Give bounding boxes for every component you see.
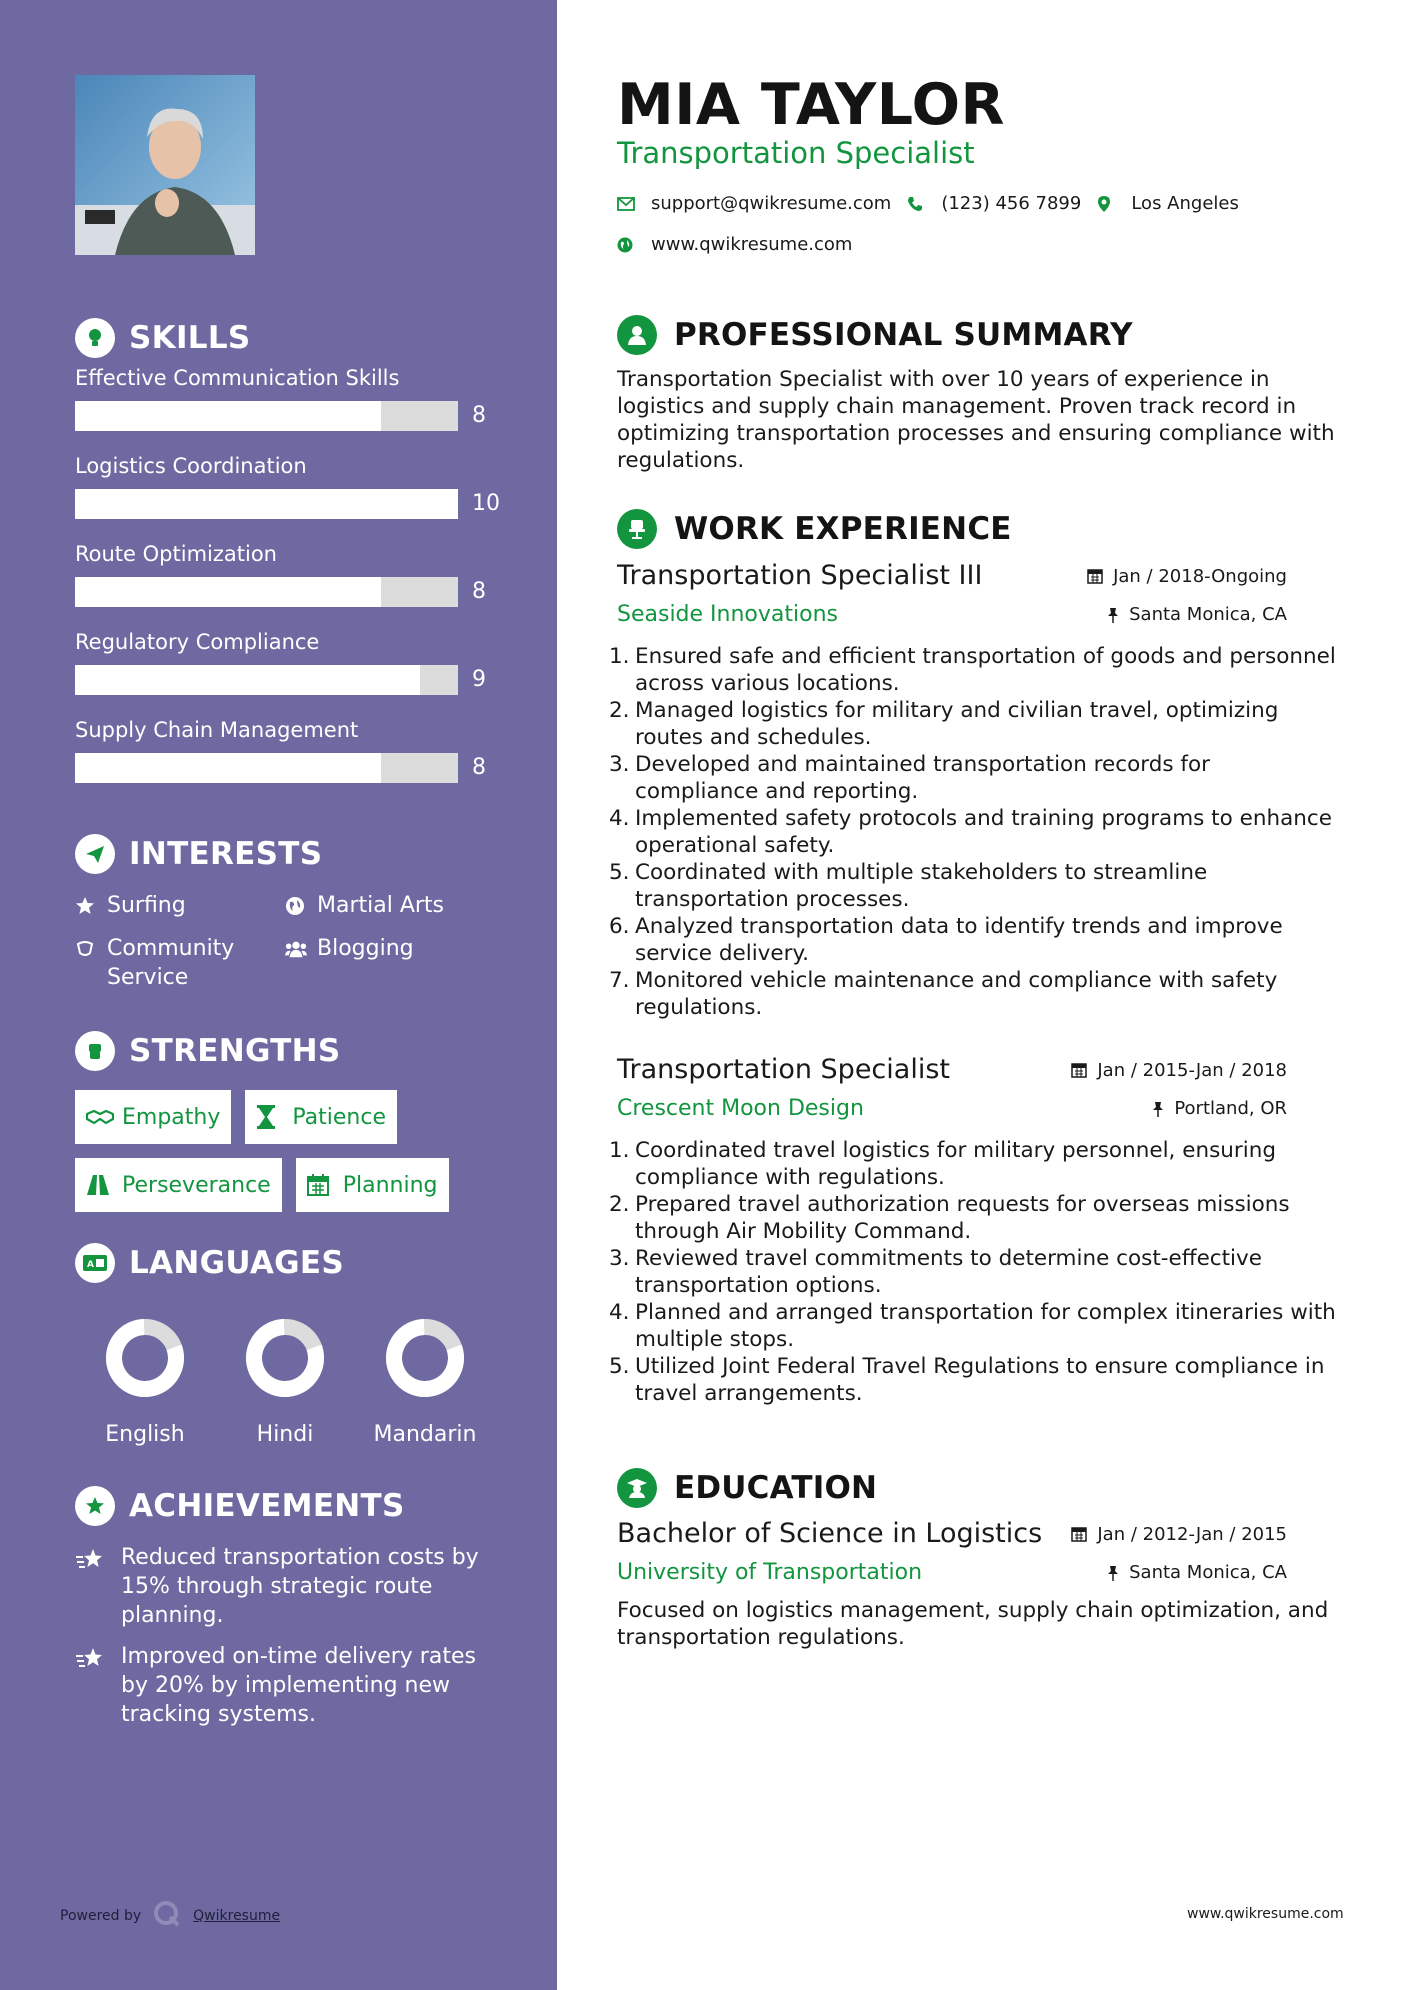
duty-number: 2. [609,1192,630,1217]
job-duties [609,643,1337,1021]
experience-title: WORK EXPERIENCE [674,511,1012,547]
summary-text: Transportation Specialist with over 10 years of experience in logistics and supply chain management. Proven track record in optimizing transportation processes and ensuring compliance with regulations. [617,367,1335,473]
strength-label: Empathy [122,1104,221,1130]
achievement-text: Reduced transportation costs by 15% through strategic route planning. [121,1545,479,1628]
education-location-text: Santa Monica, CA [1129,1562,1287,1583]
languages-list [75,1316,505,1447]
star-icon [75,891,97,920]
duty-text: Developed and maintained transportation records for compliance and reporting. [635,752,1210,804]
skill-value: 9 [472,667,486,692]
duty-item [609,805,1337,859]
education-date-text: Jan / 2012-Jan / 2015 [1097,1523,1287,1545]
language-name: Hindi [256,1422,314,1447]
job-company: Crescent Moon Design [617,1096,864,1121]
skill-bar [75,577,458,607]
calendar-icon [1071,1526,1087,1542]
duty-text: Coordinated with multiple stakeholders to streamline transportation processes. [635,860,1208,912]
phone-text[interactable]: (123) 456 7899 [941,193,1082,214]
strength-label: Planning [342,1172,438,1198]
skills-heading [75,315,505,361]
summary-title: PROFESSIONAL SUMMARY [674,317,1133,353]
envelope-icon [617,197,637,211]
job-company: Seaside Innovations [617,602,838,627]
language-item [355,1316,495,1447]
job-location-text: Santa Monica, CA [1129,604,1287,625]
skill-item [75,539,505,627]
education-title: EDUCATION [674,1470,878,1506]
job-location [1152,1096,1337,1121]
interests-section [75,831,505,992]
summary-section [617,314,1337,474]
education-text: Focused on logistics management, supply chain optimization, and transportation regulations. [617,1598,1329,1650]
summary-heading [617,314,1337,356]
shield-icon [75,934,97,963]
contact-phone [907,193,1081,214]
language-level-ring [243,1316,327,1400]
duty-item [609,751,1337,805]
pushpin-icon [1107,607,1119,623]
job-date [1071,1060,1337,1081]
duty-number: 6. [609,914,630,939]
duty-number: 5. [609,860,630,885]
education-entry [617,1518,1337,1651]
user-icon [617,315,657,355]
language-name: Mandarin [373,1422,477,1447]
duty-text: Planned and arranged transportation for complex itineraries with multiple stops. [635,1300,1336,1352]
globe-icon [285,891,307,920]
job-location [1107,602,1337,627]
interest-item [285,934,505,992]
duty-item [609,1245,1337,1299]
footer-url[interactable]: www.qwikresume.com [1187,1906,1344,1922]
skill-bar [75,489,458,519]
contact-email [617,193,891,214]
location-text: Los Angeles [1131,193,1239,214]
profile-photo [75,75,255,255]
skills-list [75,363,505,803]
strengths-title: STRENGTHS [129,1033,341,1069]
calendar-icon [1071,1062,1087,1078]
interests-list [75,891,505,992]
strength-chip [245,1090,397,1144]
phone-icon [907,196,927,212]
shooting-star-icon [75,1543,109,1577]
duty-number: 2. [609,698,630,723]
duty-text: Utilized Joint Federal Travel Regulations to ensure compliance in travel arrangements. [635,1354,1325,1406]
duty-number: 3. [609,752,630,777]
strengths-heading [75,1028,505,1074]
skill-bar-fill [75,577,381,607]
qwikresume-link[interactable]: Qwikresume [193,1908,281,1924]
calendar-icon [1087,568,1103,584]
skill-name: Effective Communication Skills [75,366,400,390]
skill-value: 10 [472,491,500,516]
svg-text:A: A [87,1260,94,1270]
handshake-icon [86,1108,114,1126]
road-icon [86,1175,114,1195]
achievements-title: ACHIEVEMENTS [129,1488,405,1524]
duty-item [609,1299,1337,1353]
duty-text: Ensured safe and efficient transportation of goods and personnel across various locations. [635,644,1336,696]
interest-item [75,934,285,992]
duty-item [609,1191,1337,1245]
duty-item [609,643,1337,697]
languages-title: LANGUAGES [129,1245,344,1281]
education-location [1107,1560,1337,1585]
skill-item [75,451,505,539]
skill-value: 8 [472,403,486,428]
skill-bar [75,665,458,695]
job-entry [609,1054,1337,1407]
achievements-section [75,1483,505,1729]
duty-item [609,859,1337,913]
job-entry [609,560,1337,1021]
pushpin-icon [1107,1565,1119,1581]
duty-number: 4. [609,806,630,831]
duty-text: Reviewed travel commitments to determine cost-effective transportation options. [635,1246,1262,1298]
duty-number: 3. [609,1246,630,1271]
skills-section [75,315,505,803]
job-title: Transportation Specialist III [617,560,983,591]
skill-item [75,715,505,803]
language-name: English [105,1422,185,1447]
graduate-icon [617,1468,657,1508]
duty-number: 7. [609,968,630,993]
language-level-ring [383,1316,467,1400]
skill-bar-fill [75,753,381,783]
pushpin-icon [1152,1101,1164,1117]
duty-text: Managed logistics for military and civilian travel, optimizing routes and schedules. [635,698,1279,750]
duty-number: 4. [609,1300,630,1325]
globe-icon [617,237,637,253]
paper-plane-icon [75,834,115,874]
calendar-icon [307,1174,335,1196]
duty-text: Implemented safety protocols and training programs to enhance operational safety. [635,806,1332,858]
strengths-list [75,1090,495,1212]
fist-icon [75,1031,115,1071]
strength-chip [75,1090,231,1144]
skill-name: Logistics Coordination [75,454,307,478]
job-date-text: Jan / 2015-Jan / 2018 [1097,1059,1287,1081]
job-date [1087,566,1337,587]
contact-row [617,193,1255,214]
interest-label: Surfing [107,893,186,918]
job-title: Transportation Specialist [617,1054,950,1085]
skill-value: 8 [472,755,486,780]
strength-label: Perseverance [122,1172,271,1198]
duty-text: Monitored vehicle maintenance and compliance with safety regulations. [635,968,1278,1020]
strength-label: Patience [292,1104,386,1130]
language-item [215,1316,355,1447]
education-date [1071,1524,1337,1545]
candidate-name: MIA TAYLOR [617,72,1005,138]
skill-item [75,627,505,715]
interest-label: Blogging [317,936,414,961]
skills-title: SKILLS [129,320,251,356]
lightbulb-icon [75,318,115,358]
skill-bar-fill [75,665,420,695]
contact-location [1097,193,1239,214]
contact-row-2 [617,234,868,255]
interest-item [75,891,285,920]
duty-text: Analyzed transportation data to identify trends and improve service delivery. [635,914,1283,966]
strengths-section [75,1028,505,1212]
duty-item [609,967,1337,1021]
duty-number: 5. [609,1354,630,1379]
duty-item [609,913,1337,967]
job-duties [609,1137,1337,1407]
qwikresume-logo-icon [153,1900,181,1932]
powered-by [60,1900,280,1932]
strength-chip [296,1158,449,1212]
award-star-icon [75,1486,115,1526]
education-section [617,1467,1337,1509]
skill-bar-fill [75,489,458,519]
skill-name: Route Optimization [75,542,277,566]
achievement-text: Improved on-time delivery rates by 20% by implementing new tracking systems. [121,1644,476,1727]
duty-number: 1. [609,644,630,669]
language-item [75,1316,215,1447]
achievement-item [75,1642,505,1729]
language-level-ring [103,1316,187,1400]
skill-bar [75,401,458,431]
office-chair-icon [617,509,657,549]
job-location-text: Portland, OR [1174,1098,1287,1119]
duty-text: Prepared travel authorization requests for overseas missions through Air Mobility Command. [635,1192,1290,1244]
website-text[interactable]: www.qwikresume.com [651,234,853,255]
hourglass-icon [256,1105,284,1129]
interest-label: Martial Arts [317,893,445,918]
duty-number: 1. [609,1138,630,1163]
interest-item [285,891,505,920]
interests-title: INTERESTS [129,836,323,872]
experience-heading [617,508,1337,550]
users-icon [285,934,307,963]
contact-website [617,234,852,255]
candidate-title: Transportation Specialist [617,136,975,170]
duty-item [609,1137,1337,1191]
duty-item [609,1353,1337,1407]
achievements-heading [75,1483,505,1529]
email-text[interactable]: support@qwikresume.com [651,193,892,214]
shooting-star-icon [75,1642,109,1676]
strength-chip [75,1158,282,1212]
powered-by-label: Powered by [60,1908,142,1924]
skill-value: 8 [472,579,486,604]
interests-heading [75,831,505,877]
skill-item [75,363,505,451]
experience-section [617,508,1337,550]
school-name: University of Transportation [617,1560,923,1585]
sidebar [0,0,557,1990]
skill-bar [75,753,458,783]
duty-text: Coordinated travel logistics for military personnel, ensuring compliance with regulations. [635,1138,1276,1190]
education-heading [617,1467,1337,1509]
languages-heading [75,1240,505,1286]
skill-name: Supply Chain Management [75,718,359,742]
languages-section [75,1240,505,1447]
duty-item [609,697,1337,751]
job-date-text: Jan / 2018-Ongoing [1113,565,1287,587]
interest-label: Community Service [107,936,235,990]
skill-bar-fill [75,401,381,431]
map-pin-icon [1097,195,1117,213]
language-icon [75,1243,115,1283]
skill-name: Regulatory Compliance [75,630,320,654]
degree-title: Bachelor of Science in Logistics [617,1518,1043,1549]
achievement-item [75,1543,505,1630]
